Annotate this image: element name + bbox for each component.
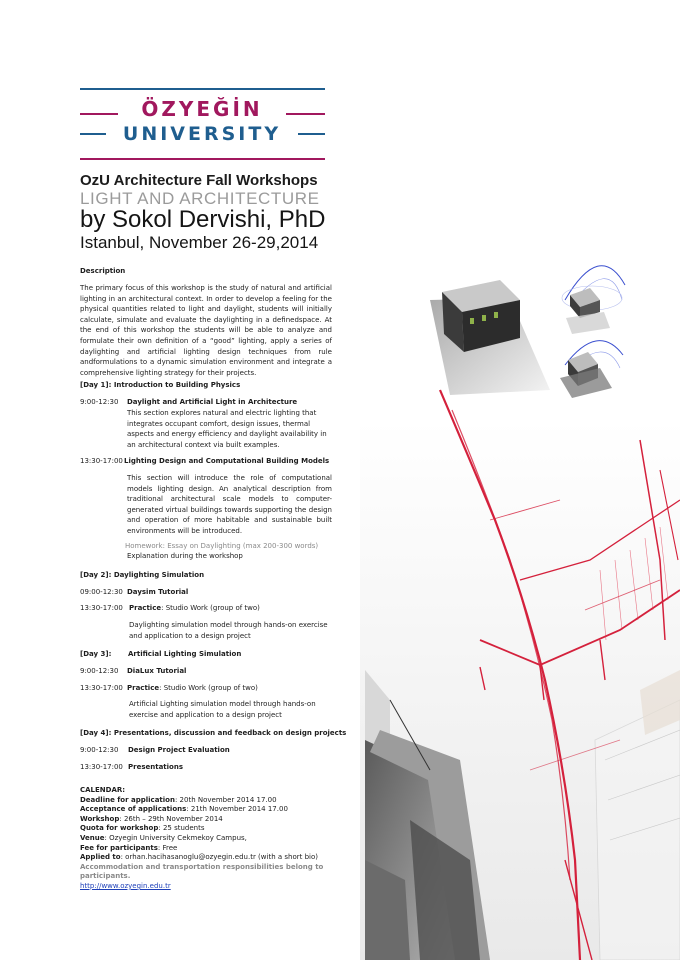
day1-session1-title: Daylight and Artificial Light in Architecture [127, 398, 298, 406]
day2-session2-description: Daylighting simulation model through hands-on exercise and application to a design project [129, 621, 328, 640]
workshop-series-title: OzU Architecture Fall Workshops [80, 172, 318, 189]
calendar-section [80, 786, 360, 892]
day4-session2-time: 13:30-17:00 [80, 763, 123, 771]
day3-session1-title: DiaLux Tutorial [127, 667, 187, 675]
instructor-line: by Sokol Dervishi, PhD [80, 206, 326, 233]
university-website-link[interactable]: http://www.ozyegin.edu.tr [80, 881, 171, 890]
day3-label: [Day 3]: [80, 650, 112, 658]
day1-session2-description: This section will introduce the role of computational models lighting design. An analytical description from traditional architectural scale models to computer-generated virtual buildings towards supporting the design and operation of more habitable and sustainable built environments will be introduced. [127, 474, 332, 535]
day3-practice-text: : Studio Work (group of two) [159, 684, 258, 692]
logo-rule-top [80, 88, 325, 90]
day4-heading: [Day 4]: Presentations, discussion and feedback on design projects [80, 729, 347, 737]
day3-title: Artificial Lighting Simulation [128, 650, 242, 658]
calendar-acceptance: Acceptance of applications: 21th November 2014 17.00 [80, 805, 288, 814]
day3-session2-time: 13:30-17:00 [80, 684, 123, 692]
calendar-deadline: Deadline for application: 20th November 2014 17.00 [80, 795, 277, 804]
day2-practice-label: Practice [129, 604, 162, 612]
calendar-applied: Applied to: orhan.hacihasanoglu@ozyegin.edu.tr (with a short bio) [80, 853, 318, 862]
day1-heading: [Day 1]: Introduction to Building Physics [80, 381, 241, 389]
day1-session1-time: 9:00-12:30 [80, 398, 119, 406]
logo-text-ozyegin: ÖZYEĞİN [118, 98, 286, 120]
architecture-artwork [360, 0, 680, 960]
workshop-title: LIGHT AND ARCHITECTURE [80, 189, 320, 208]
day1-session2-title: Lighting Design and Computational Building Models [124, 457, 330, 465]
logo-rule-bottom [80, 158, 325, 160]
calendar-note: Accommodation and transportation responsibilities belong to participants. [80, 862, 324, 881]
artwork-svg [360, 0, 680, 960]
day1-session2-time: 13:30-17:00 [80, 457, 123, 465]
day1-homework: Homework: Essay on Daylighting (max 200-300 words) [125, 542, 319, 550]
day2-session2 [129, 603, 260, 614]
day3-session2 [127, 683, 258, 694]
calendar-workshop: Workshop: 26th – 29th November 2014 [80, 814, 223, 823]
logo-text-university: UNIVERSITY [106, 123, 298, 145]
sun-path-diagram-2 [560, 341, 623, 398]
day4-session2-title: Presentations [128, 763, 184, 771]
building-model-render [430, 280, 550, 395]
calendar-fee: Fee for participants: Free [80, 843, 178, 852]
day2-session2-time: 13:30-17:00 [80, 604, 123, 612]
location-date-line: Istanbul, November 26-29,2014 [80, 233, 319, 252]
day4-session1-time: 9:00-12:30 [80, 746, 119, 754]
day4-session1-title: Design Project Evaluation [128, 746, 230, 754]
day1-homework-note: Explanation during the workshop [127, 552, 243, 560]
calendar-quota: Quota for workshop: 25 students [80, 824, 205, 833]
day3-session1-time: 9:00-12:30 [80, 667, 119, 675]
day1-session1-description: This section explores natural and electric lighting that integrates occupant comfort, design issues, thermal aspects and energy efficiency and daylight availability in an architectural context via built examples. [127, 409, 327, 449]
description-body: The primary focus of this workshop is the study of natural and artificial lighting in an architectural context. In order to develop a feeling for the physical quantities related to light and daylight, students will initially calculate, simulate and evaluate the daylighting in a definedspace. At the end of this workshop the students will be able to analyze and formulate their own definition of a “good” lighting, apply a series of daylighting and artificial lighting design techniques from rule andformulations to a dynamic simulation environment and integrate a comprehensive lighting strategy for their projects. [80, 284, 332, 377]
day3-session2-description: Artificial Lighting simulation model through hands-on exercise and application to a design project [129, 700, 316, 719]
calendar-heading: CALENDAR: [80, 786, 126, 794]
day2-heading: [Day 2]: Daylighting Simulation [80, 571, 205, 579]
day2-practice-text: : Studio Work (group of two) [161, 604, 260, 612]
description-heading: Description [80, 267, 126, 275]
day3-practice-label: Practice [127, 684, 160, 692]
day2-session1-time: 09:00-12:30 [80, 588, 123, 596]
calendar-venue: Venue: Ozyegin University Cekmekoy Campus, [80, 833, 247, 842]
sun-path-diagram-1 [562, 266, 625, 334]
day2-session1-title: Daysim Tutorial [127, 588, 189, 596]
